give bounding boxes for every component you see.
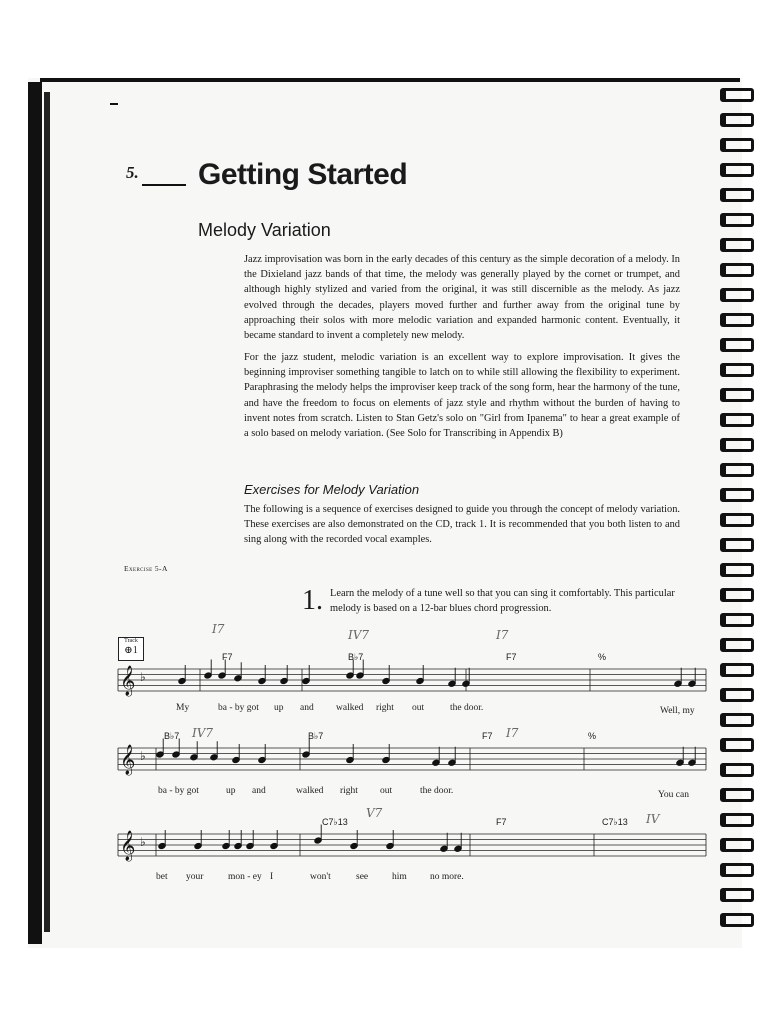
chord-symbol: B♭7 <box>308 731 324 741</box>
paragraph-2: For the jazz student, melodic variation is an excellent way to explore improvisation. It gives the beginning improviser something tangible to latch on to while still allowing the flexibility to experiment. Paraphrasing the melody helps the improviser keep track of the song form, hear the harmony of the tune, and have the freedom to focus on elements of jazz style and rhythm without the burden of having to invent notes from scratch. Listen to Stan Getz's solo on "Girl from Ipanema" to hear a great example of a solo based on melody variation. (See Solo for Transcribing in Appendix B) <box>244 352 680 440</box>
chord-symbol: C7♭13 <box>322 817 348 827</box>
treble-clef: 𝄞 <box>120 831 136 861</box>
treble-clef: 𝄞 <box>120 745 136 775</box>
exercise-label: Exercise 5-A <box>124 564 168 573</box>
lyric: out <box>380 786 393 796</box>
key-flat: ♭ <box>140 749 146 763</box>
chord-symbol: F7 <box>496 817 507 827</box>
lyric: up <box>226 786 236 796</box>
treble-clef: 𝄞 <box>120 666 136 696</box>
handwritten-note: I7 <box>506 726 519 740</box>
lyric: My <box>176 703 190 713</box>
chord-symbol: % <box>588 731 597 741</box>
chord-symbol: C7♭13 <box>602 817 628 827</box>
chapter-title: Getting Started <box>198 158 408 191</box>
lyric: bet <box>156 872 168 882</box>
lyric: Well, my <box>660 706 695 716</box>
handwritten-note: IV7 <box>192 726 214 740</box>
key-flat: ♭ <box>140 835 146 849</box>
lyric: your <box>186 872 204 882</box>
lyric: the door. <box>450 703 484 713</box>
lyric: no more. <box>430 872 464 882</box>
cd-icon: ⊕1 <box>124 645 138 656</box>
chord-symbol: % <box>598 652 607 662</box>
lyric: mon - ey <box>228 872 262 882</box>
section-title: Melody Variation <box>198 220 331 240</box>
chord-symbol: F7 <box>506 652 517 662</box>
handwritten-note: V7 <box>366 806 383 820</box>
chord-symbol: B♭7 <box>348 652 364 662</box>
lyric: and <box>252 786 266 796</box>
lyric: out <box>412 703 425 713</box>
chapter-number: 5. <box>126 163 139 182</box>
lyric: ba - by got <box>218 703 259 713</box>
handwritten-note: IV7 <box>348 628 370 642</box>
key-flat: ♭ <box>140 670 146 684</box>
paragraph-1: Jazz improvisation was born in the early decades of this century as the simple decoration of a melody. In the Dixieland jazz bands of that time, the melody was generally played by the cornet or trumpet, and although highly stylized and varied from the original, it was still discernible as the melody. As jazz evolved through the decades, players moved further and further away from the original tune by approaching their solos with more melodic variation and expanded harmonic content. Eventually, it became standard to invent a completely new melody. <box>244 254 680 342</box>
lyric: up <box>274 703 284 713</box>
track-number: 1 <box>132 645 138 656</box>
chord-symbol: F7 <box>482 731 493 741</box>
lyric: won't <box>310 872 331 882</box>
lyric: walked <box>296 786 324 796</box>
lyric: I <box>270 872 274 882</box>
handwritten-note: I7 <box>212 622 225 636</box>
step-text: Learn the melody of a tune well so that you can sing it comfortably. This particular melody is based on a 12-bar blues chord progression. <box>330 588 675 614</box>
handwritten-note: IV <box>646 812 660 826</box>
lyric: the door. <box>420 786 454 796</box>
chord-symbol: F7 <box>222 652 233 662</box>
lyric: and <box>300 703 314 713</box>
step-number: 1. <box>302 585 323 616</box>
exercises-title: Exercises for Melody Variation <box>244 482 420 497</box>
lyric: You can <box>658 790 689 800</box>
track-label: Track <box>124 638 138 644</box>
lyric: him <box>392 872 407 882</box>
lyric: walked <box>336 703 364 713</box>
lyric: right <box>376 703 394 713</box>
lyric: ba - by got <box>158 786 199 796</box>
lyric: see <box>356 872 369 882</box>
lyric: right <box>340 786 358 796</box>
handwritten-note: I7 <box>496 628 509 642</box>
chord-symbol: B♭7 <box>164 731 180 741</box>
exercises-intro: The following is a sequence of exercises designed to guide you through the concept of melody variation. These exercises are also demonstrated on the CD, track 1. It is recommended that you both listen to and sing along with the recorded vocal examples. <box>244 504 680 546</box>
